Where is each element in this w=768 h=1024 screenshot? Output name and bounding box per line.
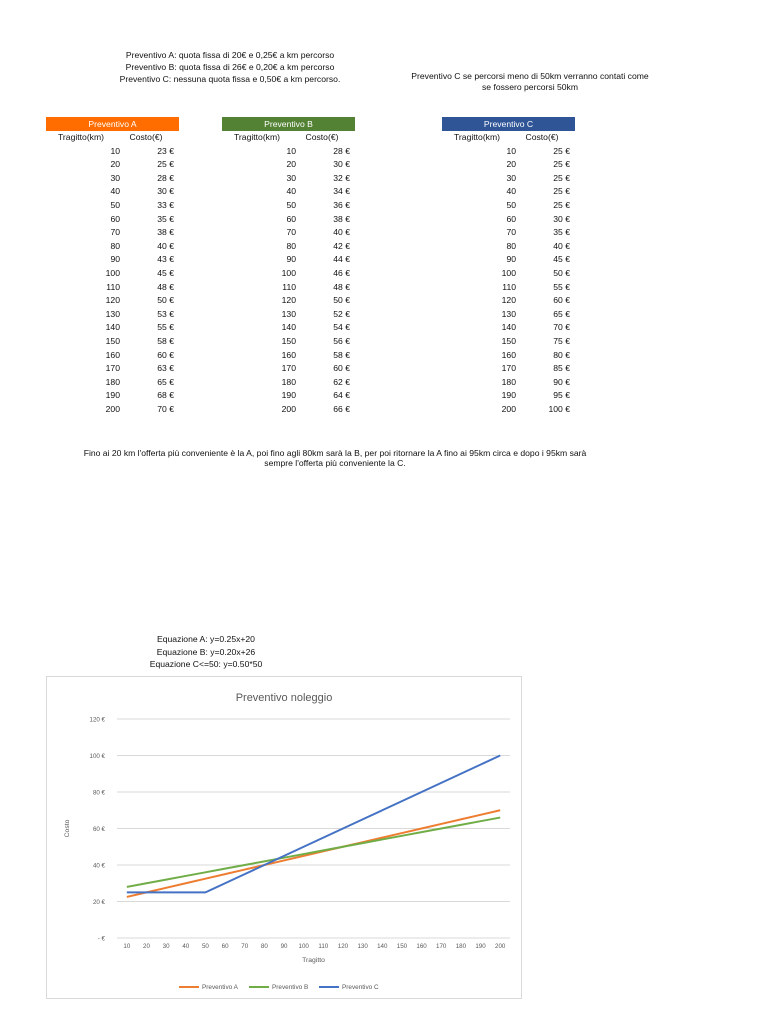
cell-cost: 80 € xyxy=(553,349,570,360)
cell-distance: 80 xyxy=(286,240,296,251)
cell-distance: 150 xyxy=(105,335,120,346)
table-row xyxy=(442,172,575,186)
cell-distance: 80 xyxy=(110,240,120,251)
cell-cost: 65 € xyxy=(157,376,174,387)
x-tick-label: 140 xyxy=(377,943,388,950)
cell-cost: 56 € xyxy=(333,335,350,346)
table-preventivo-c xyxy=(442,117,575,416)
table-row xyxy=(442,253,575,267)
x-tick-label: 100 xyxy=(298,943,309,950)
table-row xyxy=(46,253,179,267)
table-row xyxy=(46,281,179,295)
table-row xyxy=(46,321,179,335)
line-chart xyxy=(47,677,521,998)
cell-cost: 30 € xyxy=(157,186,174,197)
cell-cost: 60 € xyxy=(553,295,570,306)
cell-distance: 60 xyxy=(286,213,296,224)
x-axis-label: Tragitto xyxy=(302,957,325,964)
cell-distance: 100 xyxy=(105,267,120,278)
series-line-preventivo-b xyxy=(127,818,500,887)
table-row xyxy=(442,145,575,159)
cell-cost: 66 € xyxy=(333,403,350,414)
cell-distance: 70 xyxy=(286,227,296,238)
table-row xyxy=(222,349,355,363)
cell-cost: 23 € xyxy=(157,145,174,156)
cell-distance: 30 xyxy=(506,172,516,183)
cell-distance: 120 xyxy=(501,295,516,306)
cell-cost: 35 € xyxy=(157,213,174,224)
note-c-rule-2: se fossero percorsi 50km xyxy=(482,82,578,92)
x-tick-label: 120 xyxy=(337,943,349,950)
conclusion-line-1: Fino ai 20 km l'offerta più conveniente è la A, poi fino agli 80km sarà la B, per poi ritornare la A fino ai 95km circa e dopo i 95km sarà xyxy=(83,448,587,458)
table-row xyxy=(46,362,179,376)
cell-distance: 80 xyxy=(506,240,516,251)
table-row xyxy=(46,145,179,159)
table-row xyxy=(442,349,575,363)
cell-distance: 110 xyxy=(282,281,296,292)
cell-cost: 33 € xyxy=(157,199,174,210)
cell-cost: 25 € xyxy=(553,145,570,156)
x-tick-label: 180 xyxy=(455,943,467,950)
cell-distance: 60 xyxy=(110,213,120,224)
cell-distance: 130 xyxy=(281,308,296,319)
conclusion-line-2: sempre l'offerta più conveniente la C. xyxy=(264,458,406,468)
cell-cost: 48 € xyxy=(157,281,174,292)
table-row xyxy=(46,185,179,199)
cell-cost: 63 € xyxy=(157,363,174,374)
cell-distance: 50 xyxy=(110,199,120,210)
cell-cost: 85 € xyxy=(553,363,570,374)
y-tick-label: 60 € xyxy=(92,826,105,833)
cell-cost: 62 € xyxy=(333,376,350,387)
cell-cost: 44 € xyxy=(333,254,350,265)
cell-distance: 50 xyxy=(286,199,296,210)
cell-cost: 75 € xyxy=(553,335,570,346)
table-column-headers xyxy=(442,131,575,145)
table-row xyxy=(442,213,575,227)
table-title: Preventivo A xyxy=(46,117,179,131)
cell-cost: 45 € xyxy=(553,254,570,265)
table-title: Preventivo C xyxy=(442,117,575,131)
cell-cost: 30 € xyxy=(553,213,570,224)
cell-cost: 90 € xyxy=(553,376,570,387)
table-row xyxy=(46,172,179,186)
cell-cost: 43 € xyxy=(157,254,174,265)
table-row xyxy=(442,267,575,281)
equation-b: Equazione B: y=0.20x+26 xyxy=(156,646,256,657)
cell-distance: 190 xyxy=(105,390,120,401)
cell-cost: 55 € xyxy=(157,322,174,333)
table-row xyxy=(46,226,179,240)
y-tick-label: 20 € xyxy=(92,899,105,906)
x-tick-label: 170 xyxy=(436,943,447,950)
note-b: Preventivo B: quota fissa di 26€ e 0,20€ a km percorso xyxy=(125,62,335,72)
cell-distance: 150 xyxy=(501,335,516,346)
legend-label: Preventivo A xyxy=(202,984,238,991)
table-row xyxy=(442,321,575,335)
cell-cost: 25 € xyxy=(157,159,174,170)
cell-distance: 110 xyxy=(106,281,120,292)
table-row xyxy=(46,308,179,322)
x-tick-label: 90 xyxy=(280,943,288,950)
table-row xyxy=(46,349,179,363)
table-row xyxy=(442,403,575,417)
cell-cost: 46 € xyxy=(333,267,350,278)
cell-cost: 25 € xyxy=(553,159,570,170)
cell-cost: 28 € xyxy=(157,172,174,183)
cell-cost: 40 € xyxy=(553,240,570,251)
cell-cost: 34 € xyxy=(333,186,350,197)
cell-cost: 55 € xyxy=(553,281,570,292)
cell-distance: 140 xyxy=(105,322,120,333)
cell-cost: 50 € xyxy=(157,295,174,306)
cell-distance: 40 xyxy=(286,186,296,197)
table-row xyxy=(222,294,355,308)
table-row xyxy=(222,226,355,240)
note-c: Preventivo C: nessuna quota fissa e 0,50€ a km percorso. xyxy=(119,74,341,84)
cell-distance: 90 xyxy=(110,254,120,265)
cell-distance: 190 xyxy=(501,390,516,401)
x-tick-label: 20 xyxy=(143,943,150,950)
cell-distance: 120 xyxy=(105,295,120,306)
table-row xyxy=(442,158,575,172)
cell-distance: 180 xyxy=(105,376,120,387)
column-header-cost: Costo(€) xyxy=(305,132,339,142)
cell-distance: 100 xyxy=(281,267,296,278)
cell-distance: 130 xyxy=(501,308,516,319)
cell-distance: 20 xyxy=(506,159,516,170)
note-a: Preventivo A: quota fissa di 20€ e 0,25€ a km percorso xyxy=(125,50,335,60)
table-row xyxy=(442,376,575,390)
table-row xyxy=(46,267,179,281)
cell-distance: 130 xyxy=(105,308,120,319)
cell-distance: 20 xyxy=(286,159,296,170)
x-tick-label: 70 xyxy=(241,943,249,950)
table-row xyxy=(442,226,575,240)
table-row xyxy=(222,335,355,349)
cell-cost: 50 € xyxy=(333,295,350,306)
table-row xyxy=(442,281,575,295)
equation-c: Equazione C<=50: y=0.50*50 xyxy=(149,659,263,669)
cell-distance: 160 xyxy=(501,349,516,360)
cell-distance: 190 xyxy=(281,390,296,401)
cell-cost: 95 € xyxy=(553,390,570,401)
table-row xyxy=(442,308,575,322)
x-tick-label: 130 xyxy=(357,943,368,950)
cell-cost: 25 € xyxy=(553,199,570,210)
cell-cost: 30 € xyxy=(333,159,350,170)
column-header-cost: Costo(€) xyxy=(525,132,559,142)
table-row xyxy=(222,240,355,254)
table-row xyxy=(222,281,355,295)
table-row xyxy=(46,199,179,213)
table-row xyxy=(222,376,355,390)
column-header-distance: Tragitto(km) xyxy=(58,132,104,142)
y-tick-label: 120 € xyxy=(89,716,105,724)
cell-distance: 180 xyxy=(281,376,296,387)
x-tick-label: 110 xyxy=(318,943,329,950)
table-row xyxy=(46,294,179,308)
cell-cost: 38 € xyxy=(333,213,350,224)
cell-distance: 40 xyxy=(506,186,516,197)
cell-cost: 52 € xyxy=(333,308,350,319)
cell-distance: 70 xyxy=(110,227,120,238)
table-row xyxy=(222,199,355,213)
cell-distance: 30 xyxy=(286,172,296,183)
cell-distance: 100 xyxy=(501,267,516,278)
cell-cost: 38 € xyxy=(157,227,174,238)
cell-cost: 100 € xyxy=(548,403,570,414)
cell-cost: 32 € xyxy=(333,172,350,183)
cell-distance: 200 xyxy=(105,403,120,414)
y-axis-label: Costo xyxy=(64,819,71,838)
table-column-headers xyxy=(222,131,355,145)
x-tick-label: 160 xyxy=(416,943,427,950)
cell-cost: 54 € xyxy=(333,322,350,333)
cell-distance: 70 xyxy=(506,227,516,238)
cell-cost: 70 € xyxy=(553,322,570,333)
cell-cost: 48 € xyxy=(333,281,350,292)
table-row xyxy=(46,335,179,349)
cell-distance: 10 xyxy=(286,145,296,156)
table-row xyxy=(442,389,575,403)
x-tick-label: 30 xyxy=(162,943,170,950)
column-header-distance: Tragitto(km) xyxy=(234,132,280,142)
y-tick-label: - € xyxy=(97,935,105,943)
table-preventivo-a xyxy=(46,117,179,416)
cell-cost: 53 € xyxy=(157,308,174,319)
cell-cost: 42 € xyxy=(333,240,350,251)
table-row xyxy=(442,185,575,199)
cell-cost: 65 € xyxy=(553,308,570,319)
cell-cost: 25 € xyxy=(553,172,570,183)
cell-cost: 68 € xyxy=(157,390,174,401)
cell-cost: 25 € xyxy=(553,186,570,197)
cell-distance: 50 xyxy=(506,199,516,210)
cell-distance: 40 xyxy=(110,186,120,197)
cell-distance: 140 xyxy=(281,322,296,333)
table-row xyxy=(442,199,575,213)
table-row xyxy=(46,376,179,390)
cell-cost: 50 € xyxy=(553,267,570,278)
legend-label: Preventivo B xyxy=(272,984,309,991)
table-row xyxy=(46,158,179,172)
cell-distance: 120 xyxy=(281,295,296,306)
x-tick-label: 40 xyxy=(182,943,190,950)
table-row xyxy=(222,158,355,172)
x-tick-label: 10 xyxy=(123,943,131,950)
notes-left xyxy=(80,49,380,85)
table-row xyxy=(222,403,355,417)
legend-label: Preventivo C xyxy=(342,984,379,991)
cell-cost: 60 € xyxy=(157,349,174,360)
table-row xyxy=(442,362,575,376)
column-header-distance: Tragitto(km) xyxy=(454,132,500,142)
table-row xyxy=(442,240,575,254)
table-row xyxy=(46,403,179,417)
cell-cost: 28 € xyxy=(333,145,350,156)
cell-cost: 60 € xyxy=(333,363,350,374)
y-tick-label: 40 € xyxy=(92,862,105,870)
cell-distance: 30 xyxy=(110,172,120,183)
chart-title: Preventivo noleggio xyxy=(235,692,333,704)
cell-distance: 160 xyxy=(281,349,296,360)
cell-distance: 170 xyxy=(281,363,296,374)
cell-distance: 90 xyxy=(286,254,296,265)
x-tick-label: 80 xyxy=(260,943,268,950)
y-tick-label: 100 € xyxy=(89,753,105,760)
cell-distance: 140 xyxy=(501,322,516,333)
cell-distance: 170 xyxy=(105,363,120,374)
x-tick-label: 50 xyxy=(201,943,209,950)
cell-cost: 40 € xyxy=(157,240,174,251)
table-row xyxy=(222,389,355,403)
cell-cost: 64 € xyxy=(333,390,350,401)
table-row xyxy=(222,213,355,227)
note-c-rule-1: Preventivo C se percorsi meno di 50km verranno contati come xyxy=(411,71,649,81)
cell-cost: 58 € xyxy=(333,349,350,360)
cell-distance: 170 xyxy=(501,363,516,374)
cell-cost: 58 € xyxy=(157,335,174,346)
table-row xyxy=(222,185,355,199)
cell-distance: 10 xyxy=(506,145,516,156)
cell-cost: 36 € xyxy=(333,199,350,210)
x-tick-label: 200 xyxy=(495,943,506,950)
cell-cost: 45 € xyxy=(157,267,174,278)
cell-distance: 110 xyxy=(502,281,516,292)
x-tick-label: 150 xyxy=(396,943,408,950)
table-row xyxy=(222,362,355,376)
table-column-headers xyxy=(46,131,179,145)
table-row xyxy=(46,213,179,227)
table-row xyxy=(222,267,355,281)
column-header-cost: Costo(€) xyxy=(129,132,163,142)
table-row xyxy=(46,240,179,254)
cell-distance: 60 xyxy=(506,213,516,224)
cell-distance: 20 xyxy=(110,159,120,170)
cell-distance: 200 xyxy=(501,403,516,414)
cell-distance: 180 xyxy=(501,376,516,387)
table-preventivo-b xyxy=(222,117,355,416)
table-row xyxy=(222,253,355,267)
conclusion-text xyxy=(40,448,630,468)
notes-right xyxy=(380,71,680,93)
series-line-preventivo-a xyxy=(127,810,500,897)
cell-cost: 70 € xyxy=(157,403,174,414)
table-row xyxy=(222,321,355,335)
table-row xyxy=(222,308,355,322)
cell-distance: 150 xyxy=(281,335,296,346)
y-tick-label: 80 € xyxy=(92,789,105,797)
table-row xyxy=(222,172,355,186)
table-row xyxy=(442,294,575,308)
cell-distance: 90 xyxy=(506,254,516,265)
cell-cost: 40 € xyxy=(333,227,350,238)
cell-distance: 160 xyxy=(105,349,120,360)
table-title: Preventivo B xyxy=(222,117,355,131)
cell-distance: 10 xyxy=(110,145,120,156)
equation-a: Equazione A: y=0.25x+20 xyxy=(157,634,255,644)
table-row xyxy=(46,389,179,403)
chart-container xyxy=(46,676,522,999)
table-row xyxy=(222,145,355,159)
equations xyxy=(100,633,312,671)
cell-distance: 200 xyxy=(281,403,296,414)
cell-cost: 35 € xyxy=(553,227,570,238)
x-tick-label: 60 xyxy=(221,943,229,950)
table-row xyxy=(442,335,575,349)
x-tick-label: 190 xyxy=(475,943,486,950)
